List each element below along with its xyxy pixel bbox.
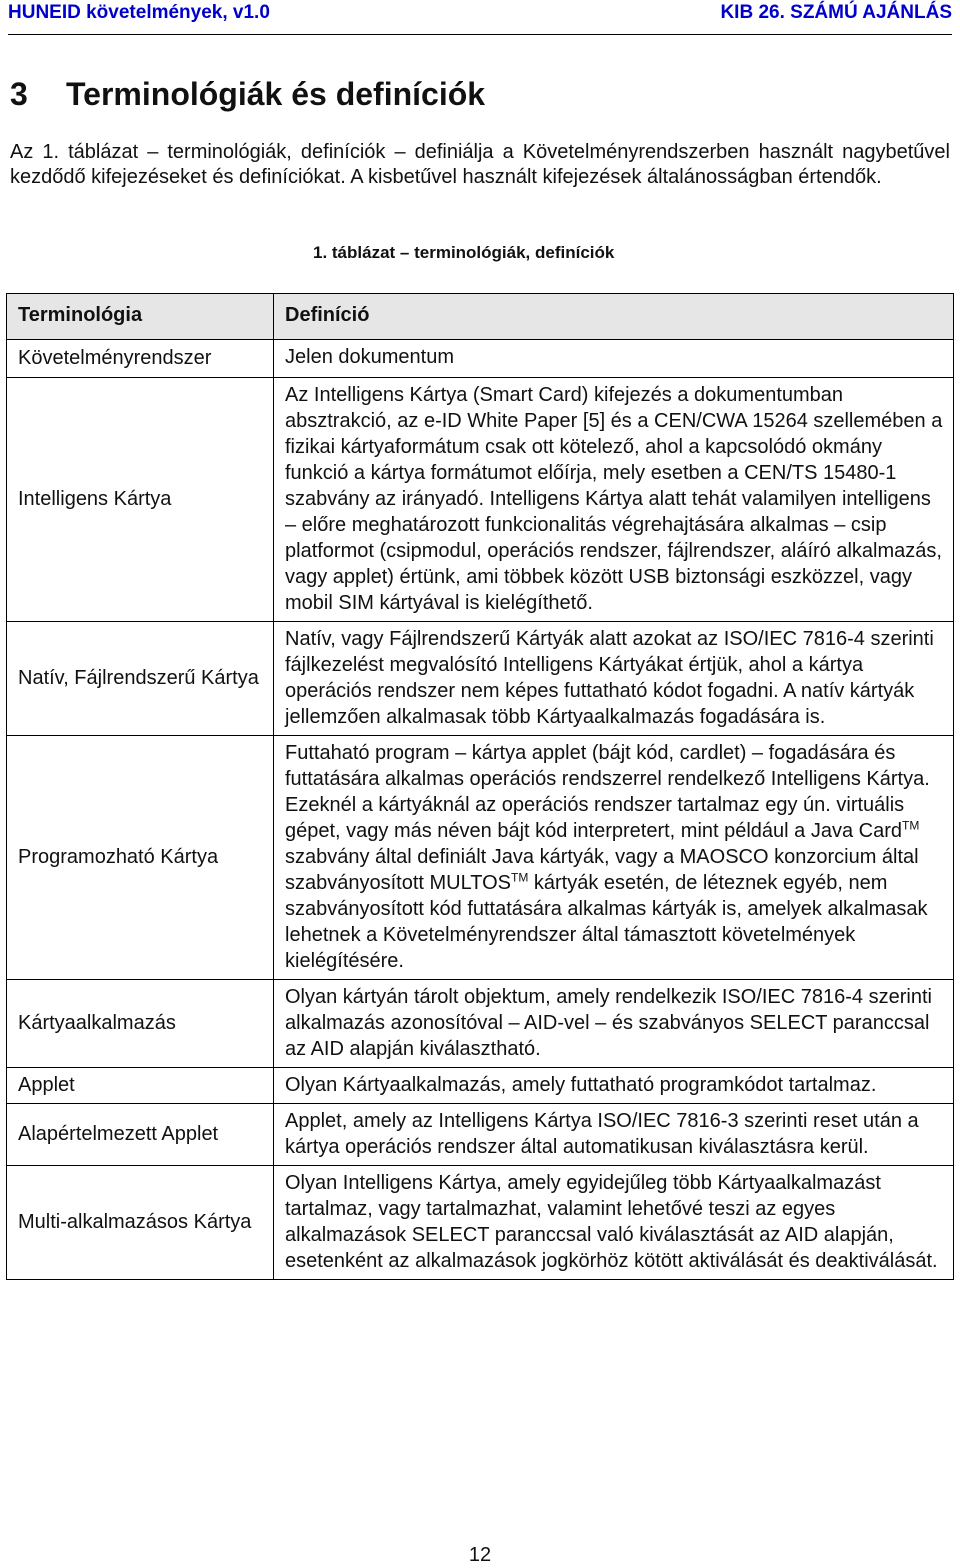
table-header-row — [7, 294, 954, 340]
definition-cell: Az Intelligens Kártya (Smart Card) kifejezés a dokumentumban absztrakció, az e-ID White Paper [5] és a CEN/CWA 15264 szellemében a fizikai kártyaformátum csak ott kötelező, ahol a kapcsolódó okmány funkció a kártya formátumot előírja, mely esetben a CEN/TS 15480-1 szabvány az irányadó. Intelligens Kártya alatt tehát valamilyen intelligens – előre meghatározott funkcionalitás végrehajtására alkalmas – csip platformot (csipmodul, operációs rendszer, fájlrendszer, aláíró alkalmazás, vagy applet) értünk, ami többek között USB biztonsági eszközzel, vagy mobil SIM kártyával is kielégíthető. — [274, 378, 954, 622]
definition-text: kártyák esetén, de léteznek egyéb, nem szabványosított kód futtatására alkalmas kártyák is, amelyek alkalmasak lehetnek a Követelményrendszer által támasztott követelmények kielégítésére. — [285, 872, 928, 972]
term-cell: Követelményrendszer — [7, 340, 274, 378]
terminology-table — [6, 293, 954, 1280]
definition-cell — [274, 736, 954, 980]
header-document-title: HUNEID követelmények, v1.0 — [8, 2, 270, 23]
term-cell: Programozható Kártya — [7, 736, 274, 980]
term-cell: Intelligens Kártya — [7, 378, 274, 622]
table-caption: 1. táblázat – terminológiák, definíciók — [313, 243, 615, 262]
definition-text: szabvány által definiált Java kártyák, vagy a MAOSCO konzorcium által szabványosított MULTOS — [285, 846, 919, 894]
intro-paragraph: Az 1. táblázat – terminológiák, definíciók – definiálja a Követelményrendszerben használt nagybetűvel kezdődő kifejezéseket és definíciókat. A kisbetűvel használt kifejezések általánosságban értendők. — [10, 141, 950, 188]
column-header-definition: Definíció — [274, 294, 954, 340]
definition-cell: Applet, amely az Intelligens Kártya ISO/IEC 7816-3 szerinti reset után a kártya operációs rendszer által automatikusan kiválasztásra kerül. — [274, 1104, 954, 1166]
table-row — [7, 980, 954, 1068]
table-row — [7, 1068, 954, 1104]
table-row — [7, 1166, 954, 1280]
term-cell: Applet — [7, 1068, 274, 1104]
definition-cell: Natív, vagy Fájlrendszerű Kártyák alatt azokat az ISO/IEC 7816-4 szerinti fájlkezelést megvalósító Intelligens Kártyákat értjük, ahol a kártya operációs rendszer nem képes futtatható kódot fogadni. A natív kártyák jellemzően alkalmasak több Kártyaalkalmazás fogadására is. — [274, 622, 954, 736]
column-header-terminology: Terminológia — [7, 294, 274, 340]
section-title: Terminológiák és definíciók — [66, 76, 486, 112]
table-row — [7, 622, 954, 736]
table-row — [7, 736, 954, 980]
page-number: 12 — [468, 1544, 492, 1566]
definition-cell: Olyan kártyán tárolt objektum, amely rendelkezik ISO/IEC 7816-4 szerinti alkalmazás azonosítóval – AID-vel – és szabványos SELECT paranccsal az AID alapján kiválasztható. — [274, 980, 954, 1068]
definition-cell: Jelen dokumentum — [274, 340, 954, 378]
table-row — [7, 378, 954, 622]
table-row — [7, 1104, 954, 1166]
term-cell: Multi-alkalmazásos Kártya — [7, 1166, 274, 1280]
definition-cell: Olyan Intelligens Kártya, amely egyidejűleg több Kártyaalkalmazást tartalmaz, vagy tartalmazhat, valamint lehetővé teszi az egyes alkalmazások SELECT paranccsal való kiválasztását az AID alapján, esetenként az alkalmazások jogkörhöz kötött aktiválását és deaktiválását. — [274, 1166, 954, 1280]
term-cell: Alapértelmezett Applet — [7, 1104, 274, 1166]
section-heading — [10, 76, 485, 113]
term-cell: Natív, Fájlrendszerű Kártya — [7, 622, 274, 736]
term-cell: Kártyaalkalmazás — [7, 980, 274, 1068]
trademark-superscript: TM — [511, 870, 529, 885]
trademark-superscript: TM — [902, 818, 920, 833]
definition-cell: Olyan Kártyaalkalmazás, amely futtatható programkódot tartalmaz. — [274, 1068, 954, 1104]
header-recommendation-number: KIB 26. SZÁMÚ AJÁNLÁS — [720, 2, 952, 23]
section-number: 3 — [10, 76, 28, 112]
page-header — [8, 0, 952, 35]
table-row — [7, 340, 954, 378]
definition-text: Futtaható program – kártya applet (bájt kód, cardlet) – fogadására és futtatására alkalmas operációs rendszerrel rendelkező Intelligens Kártya. Ezeknél a kártyáknál az operációs rendszer tartalmaz egy ún. virtuális gépet, vagy más néven bájt kód interpretert, mint például a Java Card — [285, 742, 930, 842]
